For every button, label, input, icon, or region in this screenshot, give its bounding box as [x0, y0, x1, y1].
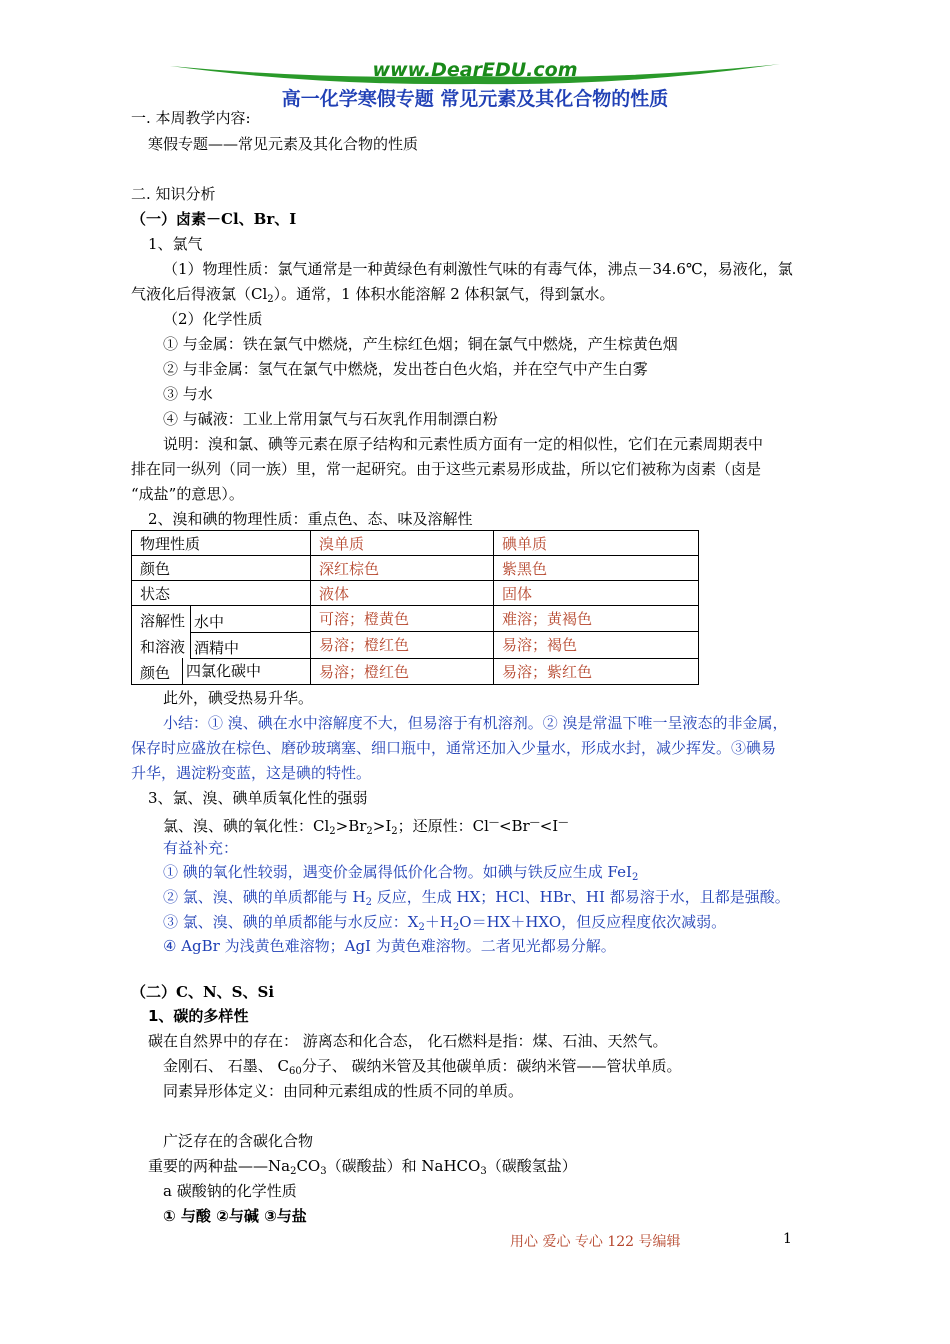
section-heading-2: 二. 知识分析: [131, 185, 216, 203]
properties-table: [131, 530, 699, 685]
carbon-line-1: 碳在自然界中的存在： 游离态和化合态， 化石燃料是指：煤、石油、天然气。: [148, 1032, 668, 1050]
supplement-item-1: ① 碘的氧化性较弱，遇变价金属得低价化合物。如碘与铁反应生成 FeI$_2$: [163, 863, 639, 883]
table-cell: 难溶；黄褐色: [494, 606, 699, 632]
table-row: [132, 606, 699, 632]
table-cell: 溴单质: [311, 531, 494, 556]
table-cell: 液体: [311, 581, 494, 606]
table-cell: 易溶；橙红色: [311, 658, 494, 684]
chem-heading: （2）化学性质: [163, 310, 263, 328]
salts-line: 重要的两种盐$——Na_2CO_3$（碳酸盐）和 NaHCO$_3$（碳酸氢盐）: [148, 1157, 577, 1177]
table-cell: 易溶；褐色: [494, 632, 699, 658]
table-cell: 状态: [132, 581, 311, 606]
footer-text: 用心 爱心 专心 122 号编辑: [510, 1234, 681, 1250]
chlorine-heading: 1、氯气: [148, 235, 203, 253]
supplement-item-3: ③ 氯、溴、碘的单质都能与水反应：$X_2+H_2O=HX+HXO$，但反应程度依次减弱。: [163, 913, 727, 933]
table-row: [132, 581, 699, 606]
na2co3-props: ① 与酸 ②与碱 ③与盐: [163, 1207, 307, 1225]
chem-item-3: ③ 与水: [163, 385, 213, 403]
chem-item-2: ② 与非金属：氢气在氯气中燃烧，发出苍白色火焰，并在空气中产生白雾: [163, 360, 648, 378]
table-cell: 紫黑色: [494, 556, 699, 581]
note-line-3: “成盐”的意思）。: [131, 485, 244, 503]
supplement-item-4: ④ AgBr 为浅黄色难溶物；AgI 为黄色难溶物。二者见光都易分解。: [163, 937, 616, 955]
solubility-label: 溶解性 和溶液 颜色: [140, 612, 186, 682]
na2co3-heading: a 碳酸钠的化学性质: [163, 1182, 297, 1200]
summary-line-3: 升华，遇淀粉变蓝，这是碘的特性。: [131, 764, 372, 782]
table-cell: 物理性质: [132, 531, 311, 556]
supplement-heading: 有益补充：: [163, 839, 239, 857]
br-i-heading: 2、溴和碘的物理性质：重点色、态、味及溶解性: [148, 510, 473, 528]
solubility-cell: 溶解性 和溶液 颜色 水中 酒精中 四氯化碳中: [132, 606, 311, 685]
table-row: [132, 556, 699, 581]
carbon-line-3: 同素异形体定义：由同种元素组成的性质不同的单质。: [163, 1082, 524, 1100]
page-number: 1: [783, 1231, 792, 1247]
logo-text: www.DearEDU.com: [372, 59, 578, 81]
compounds-heading: 广泛存在的含碳化合物: [163, 1132, 314, 1150]
phys-line-2: 气液化后得液氯$(Cl_2)$。通常，1 体积水能溶解 2 体积氯气，得到氯水。: [131, 285, 615, 305]
table-header-row: [132, 531, 699, 556]
table-cell: 易溶；橙红色: [311, 632, 494, 658]
table-cell: 易溶；紫红色: [494, 658, 699, 684]
chem-item-4: ④ 与碱液：工业上常用氯气与石灰乳作用制漂白粉: [163, 410, 498, 428]
oxidation-line: 氯、溴、碘的氧化性：$Cl_2>Br_2>I_2$；还原性：Cl—<Br—<I—: [163, 817, 569, 837]
carbon-heading: 1、碳的多样性: [148, 1007, 249, 1025]
table-cell: 固体: [494, 581, 699, 606]
part-1-heading: （一）卤素－Cl、Br、I: [131, 210, 297, 228]
section-1-content: 寒假专题——常见元素及其化合物的性质: [148, 135, 419, 153]
solvent-list: 水中 酒精中: [194, 613, 240, 657]
note-line-2: 排在同一纵列（同一族）里，常一起研究。由于这些元素易形成盐，所以它们被称为卤素（卤是: [131, 460, 762, 478]
chem-item-1: ① 与金属：铁在氯气中燃烧，产生棕红色烟；铜在氯气中燃烧，产生棕黄色烟: [163, 335, 678, 353]
summary-line-1: 小结：① 溴、碘在水中溶解度不大，但易溶于有机溶剂。② 溴是常温下唯一呈液态的非金属，: [163, 714, 788, 732]
table-cell: 碘单质: [494, 531, 699, 556]
table-cell: 颜色: [132, 556, 311, 581]
part-2-heading: （二）C、N、S、Si: [131, 983, 275, 1001]
oxidation-heading: 3、氯、溴、碘单质氧化性的强弱: [148, 789, 368, 807]
after-table-note: 此外，碘受热易升华。: [163, 689, 314, 707]
phys-line-1: （1）物理性质：氯气通常是一种黄绿色有刺激性气味的有毒气体，沸点－34.6℃，易液化，氯: [163, 260, 793, 278]
carbon-line-2: 金刚石、 石墨、 $C_{60}$分子、 碳纳米管及其他碳单质：碳纳米管——管状单质。: [163, 1057, 682, 1077]
table-cell: 可溶；橙黄色: [311, 606, 494, 632]
page-title: 高一化学寒假专题 常见元素及其化合物的性质: [281, 88, 669, 110]
section-heading-1: 一. 本周教学内容:: [131, 109, 251, 127]
table-cell: 深红棕色: [311, 556, 494, 581]
supplement-item-2: ② 氯、溴、碘的单质都能与 $H_2$ 反应，生成 HX；HCl、HBr、HI 都易溶于水，且都是强酸。: [163, 888, 790, 908]
note-line-1: 说明：溴和氯、碘等元素在原子结构和元素性质方面有一定的相似性，它们在元素周期表中: [163, 435, 764, 453]
summary-line-2: 保存时应盛放在棕色、磨砂玻璃塞、细口瓶中，通常还加入少量水，形成水封，减少挥发。③碘易: [131, 739, 777, 757]
